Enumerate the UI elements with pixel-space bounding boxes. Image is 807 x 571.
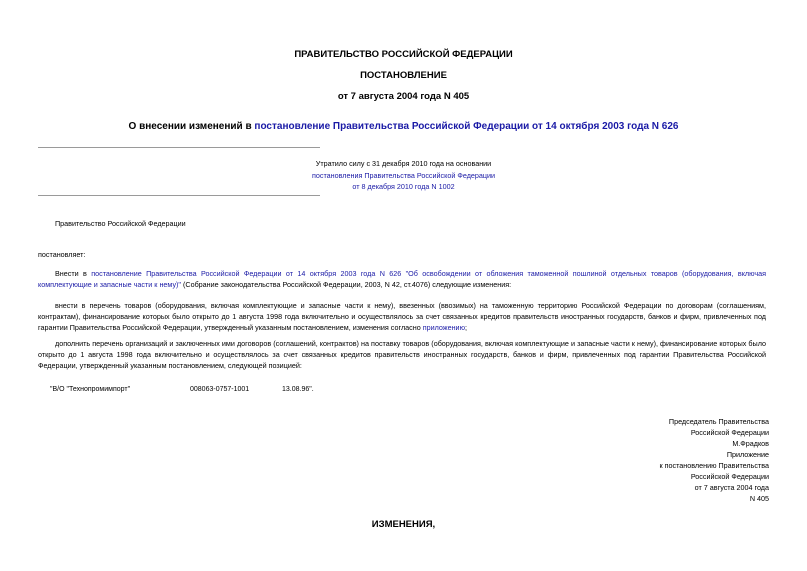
document-type: ПОСТАНОВЛЕНИЕ: [360, 70, 447, 81]
signature-country: Российской Федерации: [690, 428, 769, 437]
divider-top: [38, 147, 320, 148]
government-heading: ПРАВИТЕЛЬСТВО РОССИЙСКОЙ ФЕДЕРАЦИИ: [294, 49, 513, 60]
status-note-link-2[interactable]: от 8 декабря 2010 года N 1002: [352, 182, 455, 191]
signature-name: М.Фрадков: [732, 439, 769, 448]
paragraph-2-text: внести в перечень товаров (оборудования, включая комплектующие и запасные части к нему), ввезенных (ввозимых) на таможенную территорию Российской Федерации по договорам (соглашениям, контрактам), финансирование которых было открыто до 1 августа 1998 года включительно и осуществлялось за счет связанных кредитов правительств иностранных государств, банков и фирм, привлеченных под гарантии Правительства Российской Федерации, утвержденный указанным постановлением, изменения согласно: [38, 301, 766, 332]
position-org: "В/О "Технопромимпорт": [50, 386, 131, 393]
decides-text: постановляет:: [38, 250, 86, 259]
paragraph-3: дополнить перечень организаций и заключенных ими договоров (соглашений, контрактов) на поставку товаров (оборудования, включая комплектующие и запасные части к нему), финансирование которых было открыто до 1 августа 1998 года включительно и осуществлялось за счет связанных кредитов правительств иностранных государств, банков и фирм, привлеченных под гарантии Правительства Российской Федерации, утвержденный указанным постановлением, следующей позицией:: [38, 339, 766, 370]
signature-block: [509, 416, 769, 449]
document-title: [0, 121, 807, 132]
status-note: [230, 158, 577, 193]
divider-bottom: [38, 195, 320, 196]
signature-title: Председатель Правительства: [668, 417, 769, 426]
appendix-ref-line: к постановлению Правительства: [659, 461, 769, 470]
appendix-reference: [509, 449, 769, 504]
position-contract: 008063-0757-1001: [190, 386, 250, 393]
appendix-ref-line: Российской Федерации: [690, 472, 769, 481]
paragraph-1-link[interactable]: постановление Правительства Российской Федерации от 14 октября 2003 года N 626: [91, 269, 402, 278]
paragraph-1-suffix: (Собрание законодательства Российской Федерации, 2003, N 42, ст.4076) следующие изменения:: [180, 280, 512, 289]
title-link[interactable]: постановление Правительства Российской Федерации от 14 октября 2003 года N 626: [254, 121, 679, 132]
document-date-number: от 7 августа 2004 года N 405: [337, 91, 470, 102]
issuer-text: Правительство Российской Федерации: [55, 219, 186, 228]
appendix-link[interactable]: приложению: [422, 323, 465, 332]
status-note-text: Утратило силу с 31 декабря 2010 года на основании: [315, 159, 492, 168]
appendix-ref-line: Приложение: [726, 450, 769, 459]
position-date: 13.08.96".: [282, 386, 314, 393]
paragraph-2: [38, 300, 766, 333]
appendix-ref-line: N 405: [749, 494, 769, 503]
section-title: ИЗМЕНЕНИЯ,: [371, 519, 436, 530]
title-prefix: О внесении изменений в: [128, 121, 255, 132]
paragraph-1-link-title[interactable]: "Об освобождении от обложения таможенной пошлиной отдельных товаров (оборудования, включая комплектующие и запасные части к нему)": [38, 269, 766, 289]
paragraph-1-prefix: Внести в: [55, 269, 92, 278]
paragraph-1: [38, 268, 766, 290]
appendix-ref-line: от 7 августа 2004 года: [694, 483, 769, 492]
paragraph-2-end: ;: [464, 323, 467, 332]
status-note-link-1[interactable]: постановления Правительства Российской Федерации: [311, 170, 496, 180]
